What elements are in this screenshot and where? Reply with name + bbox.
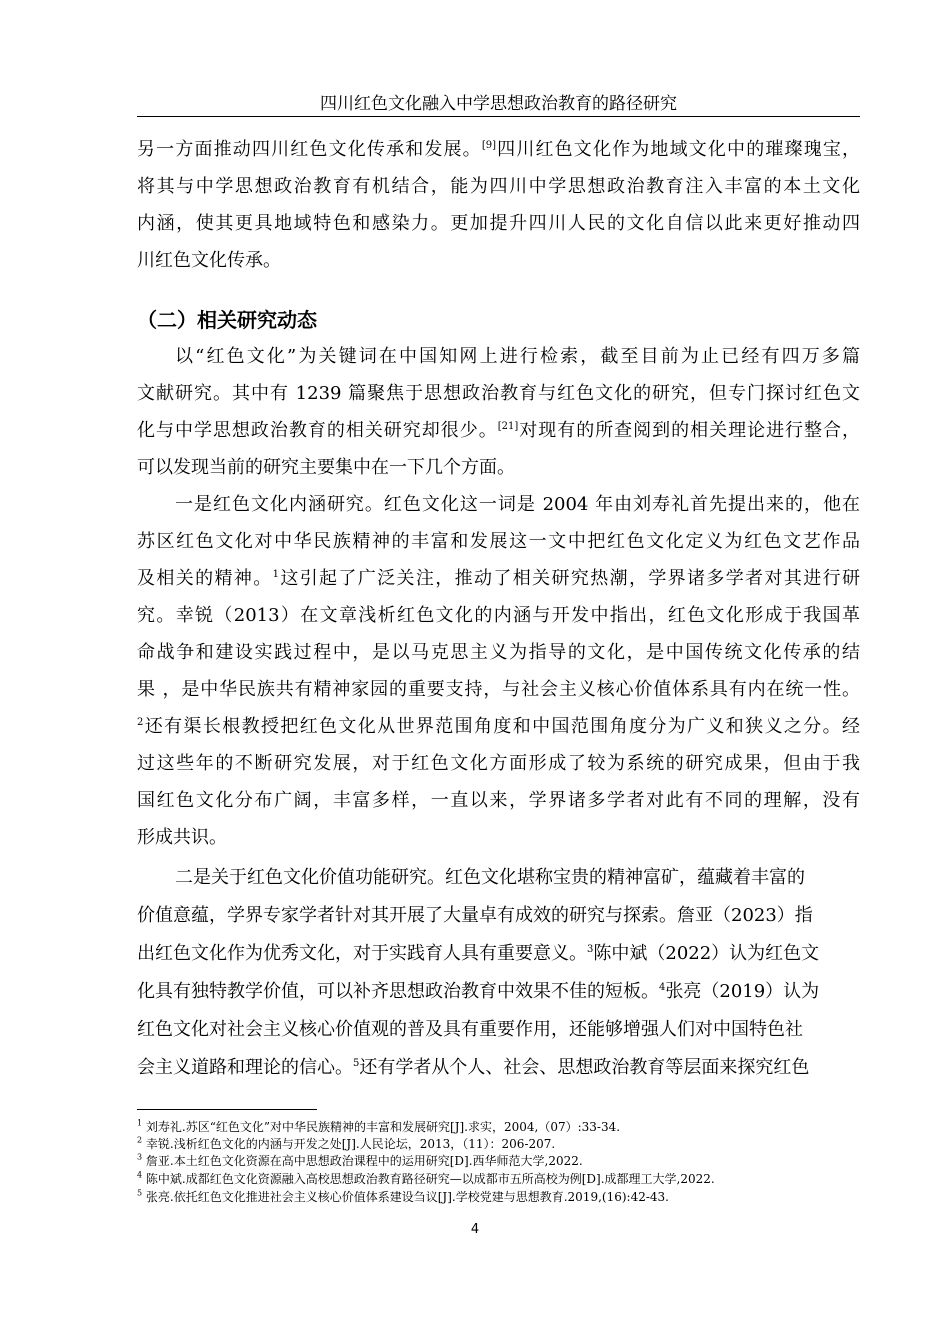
footnote-rule — [137, 1109, 317, 1110]
footnote: $^2$ 幸锐.浅析红色文化的内涵与开发之处[J].人民论坛，2013，（11）：206-207. — [137, 1135, 556, 1151]
para3-line-8: 过这些年的不断研究发展，对于红色文化方面形成了较为系统的研究成果，但由于我 — [137, 753, 860, 774]
para4-line-6: 会主义道路和理论的信心。$^5$还有学者从个人、社会、思想政治教育等层面来探究红色 — [137, 1057, 810, 1078]
section-heading: （二）相关研究动态 — [137, 308, 317, 332]
para3-line-3: 及相关的精神。$^1$这引起了广泛关注，推动了相关研究热潮，学界诸多学者对其进行研 — [137, 568, 860, 589]
para4-line-2: 价值意蕴，学界专家学者针对其开展了大量卓有成效的研究与探索。詹亚（2023）指 — [137, 905, 813, 926]
para2-line-2: 文献研究。其中有 1239 篇聚焦于思想政治教育与红色文化的研究，但专门探讨红色文 — [137, 383, 860, 404]
para4-line-1: 二是关于红色文化价值功能研究。红色文化堪称宝贵的精神富矿，蕴藏着丰富的 — [175, 867, 805, 888]
para4-line-5: 红色文化对社会主义核心价值观的普及具有重要作用，还能够增强人们对中国特色社 — [137, 1019, 803, 1040]
para4-line-4: 化具有独特教学价值，可以补齐思想政治教育中效果不佳的短板。$^4$张亮（2019）认为 — [137, 981, 820, 1002]
footnote-ref: 2 — [137, 717, 144, 728]
para3-line-1: 一是红色文化内涵研究。红色文化这一词是 2004 年由刘寿礼首先提出来的，他在 — [175, 494, 860, 515]
para1-line-4: 川红色文化传承。 — [137, 250, 281, 271]
footnote-ref: 3 — [587, 944, 594, 955]
citation-ref: [9] — [481, 140, 497, 151]
para1-line-1: 另一方面推动四川红色文化传承和发展。[9]四川红色文化作为地域文化中的璀璨瑰宝， — [137, 139, 861, 160]
header-rule — [137, 116, 860, 117]
footnote: $^4$ 陈中斌.成都红色文化资源融入高校思想政治教育路径研究—以成都市五所高校为例[D].成都理工大学,2022. — [137, 1170, 715, 1186]
para3-line-2: 苏区红色文化对中华民族精神的丰富和发展这一文中把红色文化定义为红色文艺作品 — [137, 531, 860, 552]
footnote: $^3$ 詹亚.本土红色文化资源在高中思想政治课程中的运用研究[D].西华师范大学,2022. — [137, 1152, 583, 1168]
footnote: $^5$ 张亮.依托红色文化推进社会主义核心价值体系建设刍议[J].学校党建与思想教育.2019,(16):42-43. — [137, 1188, 669, 1204]
page-number: 4 — [470, 1222, 480, 1237]
footnote: $^1$ 刘寿礼.苏区“红色文化”对中华民族精神的丰富和发展研究[J].求实，2004,（07）:33-34. — [137, 1118, 621, 1134]
footnote-ref: 1 — [272, 569, 279, 580]
para4-line-3: 出红色文化作为优秀文化，对于实践育人具有重要意义。$^3$陈中斌（2022）认为红色文 — [137, 943, 820, 964]
para3-line-6: 果 ，是中华民族共有精神家园的重要支持，与社会主义核心价值体系具有内在统一性。 — [137, 679, 860, 700]
para3-line-4: 究。幸锐（2013）在文章浅析红色文化的内涵与开发中指出，红色文化形成于我国革 — [137, 605, 860, 626]
footnote-ref: 5 — [353, 1058, 360, 1069]
para2-line-1: 以“红色文化”为关键词在中国知网上进行检索，截至目前为止已经有四万多篇 — [175, 346, 860, 367]
citation-ref: [21] — [497, 421, 519, 432]
footnote-ref: 4 — [659, 982, 666, 993]
para1-line-2: 将其与中学思想政治教育有机结合，能为四川中学思想政治教育注入丰富的本土文化 — [137, 176, 860, 197]
para1-line-3: 内涵，使其更具地域特色和感染力。更加提升四川人民的文化自信以此来更好推动四 — [137, 213, 860, 234]
para2-line-3: 化与中学思想政治教育的相关研究却很少。[21]对现有的所查阅到的相关理论进行整合， — [137, 420, 861, 441]
para3-line-10: 形成共识。 — [137, 827, 227, 848]
running-header: 四川红色文化融入中学思想政治教育的路径研究 — [320, 94, 677, 114]
para2-line-4: 可以发现当前的研究主要集中在一下几个方面。 — [137, 457, 515, 478]
para3-line-5: 命战争和建设实践过程中，是以马克思主义为指导的文化，是中国传统文化传承的结 — [137, 642, 860, 663]
para3-line-9: 国红色文化分布广阔，丰富多样，一直以来，学界诸多学者对此有不同的理解，没有 — [137, 790, 860, 811]
para3-line-7: $^2$还有渠长根教授把红色文化从世界范围角度和中国范围角度分为广义和狭义之分。经 — [137, 716, 860, 737]
